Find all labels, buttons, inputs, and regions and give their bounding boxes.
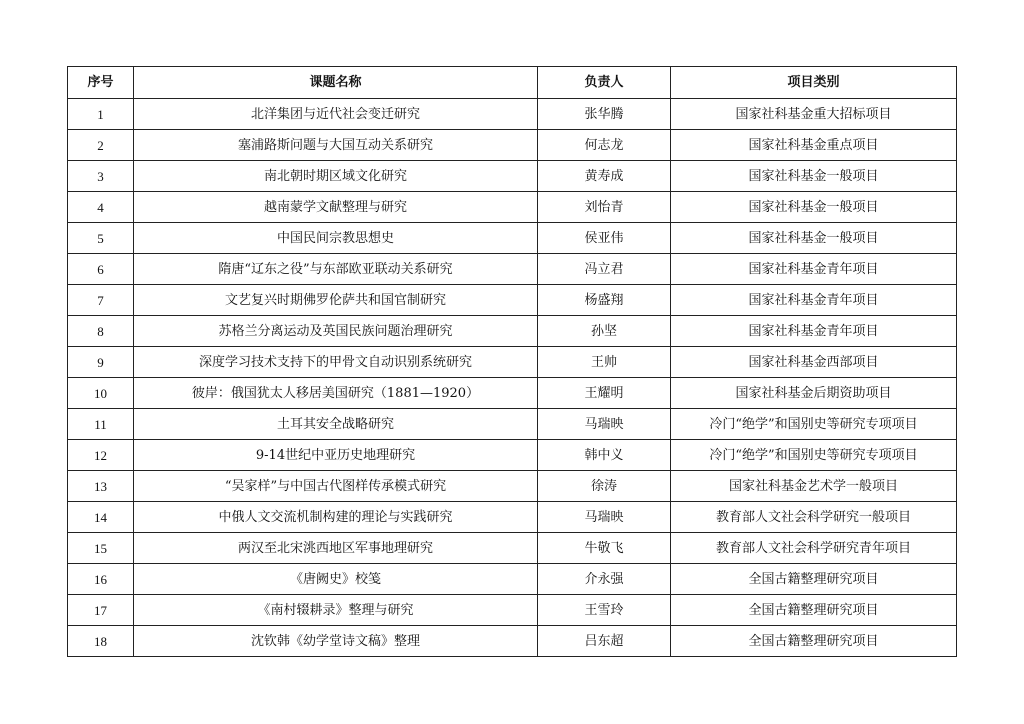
cell-lead: 王帅 — [538, 347, 671, 378]
cell-lead: 孙坚 — [538, 316, 671, 347]
table-row — [68, 502, 957, 533]
cell-type: 国家社科基金一般项目 — [671, 223, 957, 254]
cell-num: 9 — [68, 347, 134, 378]
cell-title: 文艺复兴时期佛罗伦萨共和国官制研究 — [134, 285, 538, 316]
cell-title: 深度学习技术支持下的甲骨文自动识别系统研究 — [134, 347, 538, 378]
cell-num: 16 — [68, 564, 134, 595]
cell-num: 14 — [68, 502, 134, 533]
cell-num: 10 — [68, 378, 134, 409]
cell-num: 18 — [68, 626, 134, 657]
project-table-container — [67, 66, 956, 657]
cell-lead: 侯亚伟 — [538, 223, 671, 254]
table-row — [68, 564, 957, 595]
cell-num: 1 — [68, 99, 134, 130]
cell-type: 全国古籍整理研究项目 — [671, 564, 957, 595]
cell-num: 5 — [68, 223, 134, 254]
table-row — [68, 347, 957, 378]
cell-title: 塞浦路斯问题与大国互动关系研究 — [134, 130, 538, 161]
cell-lead: 马瑞映 — [538, 409, 671, 440]
header-num: 序号 — [68, 67, 134, 99]
cell-title: 中国民间宗教思想史 — [134, 223, 538, 254]
cell-lead: 韩中义 — [538, 440, 671, 471]
table-row — [68, 440, 957, 471]
table-row — [68, 285, 957, 316]
cell-lead: 张华腾 — [538, 99, 671, 130]
cell-lead: 王耀明 — [538, 378, 671, 409]
cell-num: 4 — [68, 192, 134, 223]
cell-lead: 介永强 — [538, 564, 671, 595]
table-row — [68, 192, 957, 223]
cell-num: 3 — [68, 161, 134, 192]
cell-num: 13 — [68, 471, 134, 502]
table-row — [68, 223, 957, 254]
header-title: 课题名称 — [134, 67, 538, 99]
table-header-row — [68, 67, 957, 99]
cell-type: 冷门“绝学”和国别史等研究专项项目 — [671, 409, 957, 440]
cell-lead: 徐涛 — [538, 471, 671, 502]
table-row — [68, 254, 957, 285]
cell-type: 国家社科基金后期资助项目 — [671, 378, 957, 409]
cell-type: 全国古籍整理研究项目 — [671, 595, 957, 626]
table-row — [68, 161, 957, 192]
cell-lead: 吕东超 — [538, 626, 671, 657]
cell-title: 《唐阙史》校笺 — [134, 564, 538, 595]
cell-num: 8 — [68, 316, 134, 347]
cell-num: 11 — [68, 409, 134, 440]
cell-lead: 冯立君 — [538, 254, 671, 285]
cell-type: 国家社科基金重大招标项目 — [671, 99, 957, 130]
cell-num: 12 — [68, 440, 134, 471]
cell-title: 9-14世纪中亚历史地理研究 — [134, 440, 538, 471]
cell-num: 7 — [68, 285, 134, 316]
cell-type: 全国古籍整理研究项目 — [671, 626, 957, 657]
cell-type: 国家社科基金青年项目 — [671, 285, 957, 316]
table-row — [68, 595, 957, 626]
cell-type: 国家社科基金西部项目 — [671, 347, 957, 378]
cell-title: 北洋集团与近代社会变迁研究 — [134, 99, 538, 130]
cell-type: 国家社科基金青年项目 — [671, 254, 957, 285]
table-row — [68, 378, 957, 409]
cell-type: 国家社科基金重点项目 — [671, 130, 957, 161]
cell-num: 2 — [68, 130, 134, 161]
table-row — [68, 130, 957, 161]
table-row — [68, 99, 957, 130]
cell-title: 《南村辍耕录》整理与研究 — [134, 595, 538, 626]
cell-title: 隋唐“辽东之役”与东部欧亚联动关系研究 — [134, 254, 538, 285]
cell-title: 彼岸：俄国犹太人移居美国研究（1881—1920） — [134, 378, 538, 409]
cell-title: 土耳其安全战略研究 — [134, 409, 538, 440]
cell-lead: 黄寿成 — [538, 161, 671, 192]
cell-lead: 何志龙 — [538, 130, 671, 161]
table-row — [68, 316, 957, 347]
cell-lead: 杨盛翔 — [538, 285, 671, 316]
cell-num: 6 — [68, 254, 134, 285]
cell-lead: 牛敬飞 — [538, 533, 671, 564]
cell-title: 苏格兰分离运动及英国民族问题治理研究 — [134, 316, 538, 347]
cell-num: 15 — [68, 533, 134, 564]
header-type: 项目类别 — [671, 67, 957, 99]
project-table — [67, 66, 957, 657]
cell-type: 教育部人文社会科学研究一般项目 — [671, 502, 957, 533]
cell-title: 南北朝时期区域文化研究 — [134, 161, 538, 192]
table-row — [68, 626, 957, 657]
header-lead: 负责人 — [538, 67, 671, 99]
cell-num: 17 — [68, 595, 134, 626]
cell-title: 中俄人文交流机制构建的理论与实践研究 — [134, 502, 538, 533]
cell-type: 国家社科基金一般项目 — [671, 192, 957, 223]
cell-type: 国家社科基金艺术学一般项目 — [671, 471, 957, 502]
cell-lead: 马瑞映 — [538, 502, 671, 533]
cell-type: 国家社科基金青年项目 — [671, 316, 957, 347]
cell-lead: 王雪玲 — [538, 595, 671, 626]
table-row — [68, 409, 957, 440]
cell-title: “吴家样”与中国古代图样传承模式研究 — [134, 471, 538, 502]
cell-title: 越南蒙学文献整理与研究 — [134, 192, 538, 223]
cell-type: 教育部人文社会科学研究青年项目 — [671, 533, 957, 564]
cell-type: 冷门“绝学”和国别史等研究专项项目 — [671, 440, 957, 471]
table-row — [68, 533, 957, 564]
cell-title: 沈钦韩《幼学堂诗文稿》整理 — [134, 626, 538, 657]
table-row — [68, 471, 957, 502]
cell-lead: 刘怡青 — [538, 192, 671, 223]
cell-type: 国家社科基金一般项目 — [671, 161, 957, 192]
cell-title: 两汉至北宋洮西地区军事地理研究 — [134, 533, 538, 564]
